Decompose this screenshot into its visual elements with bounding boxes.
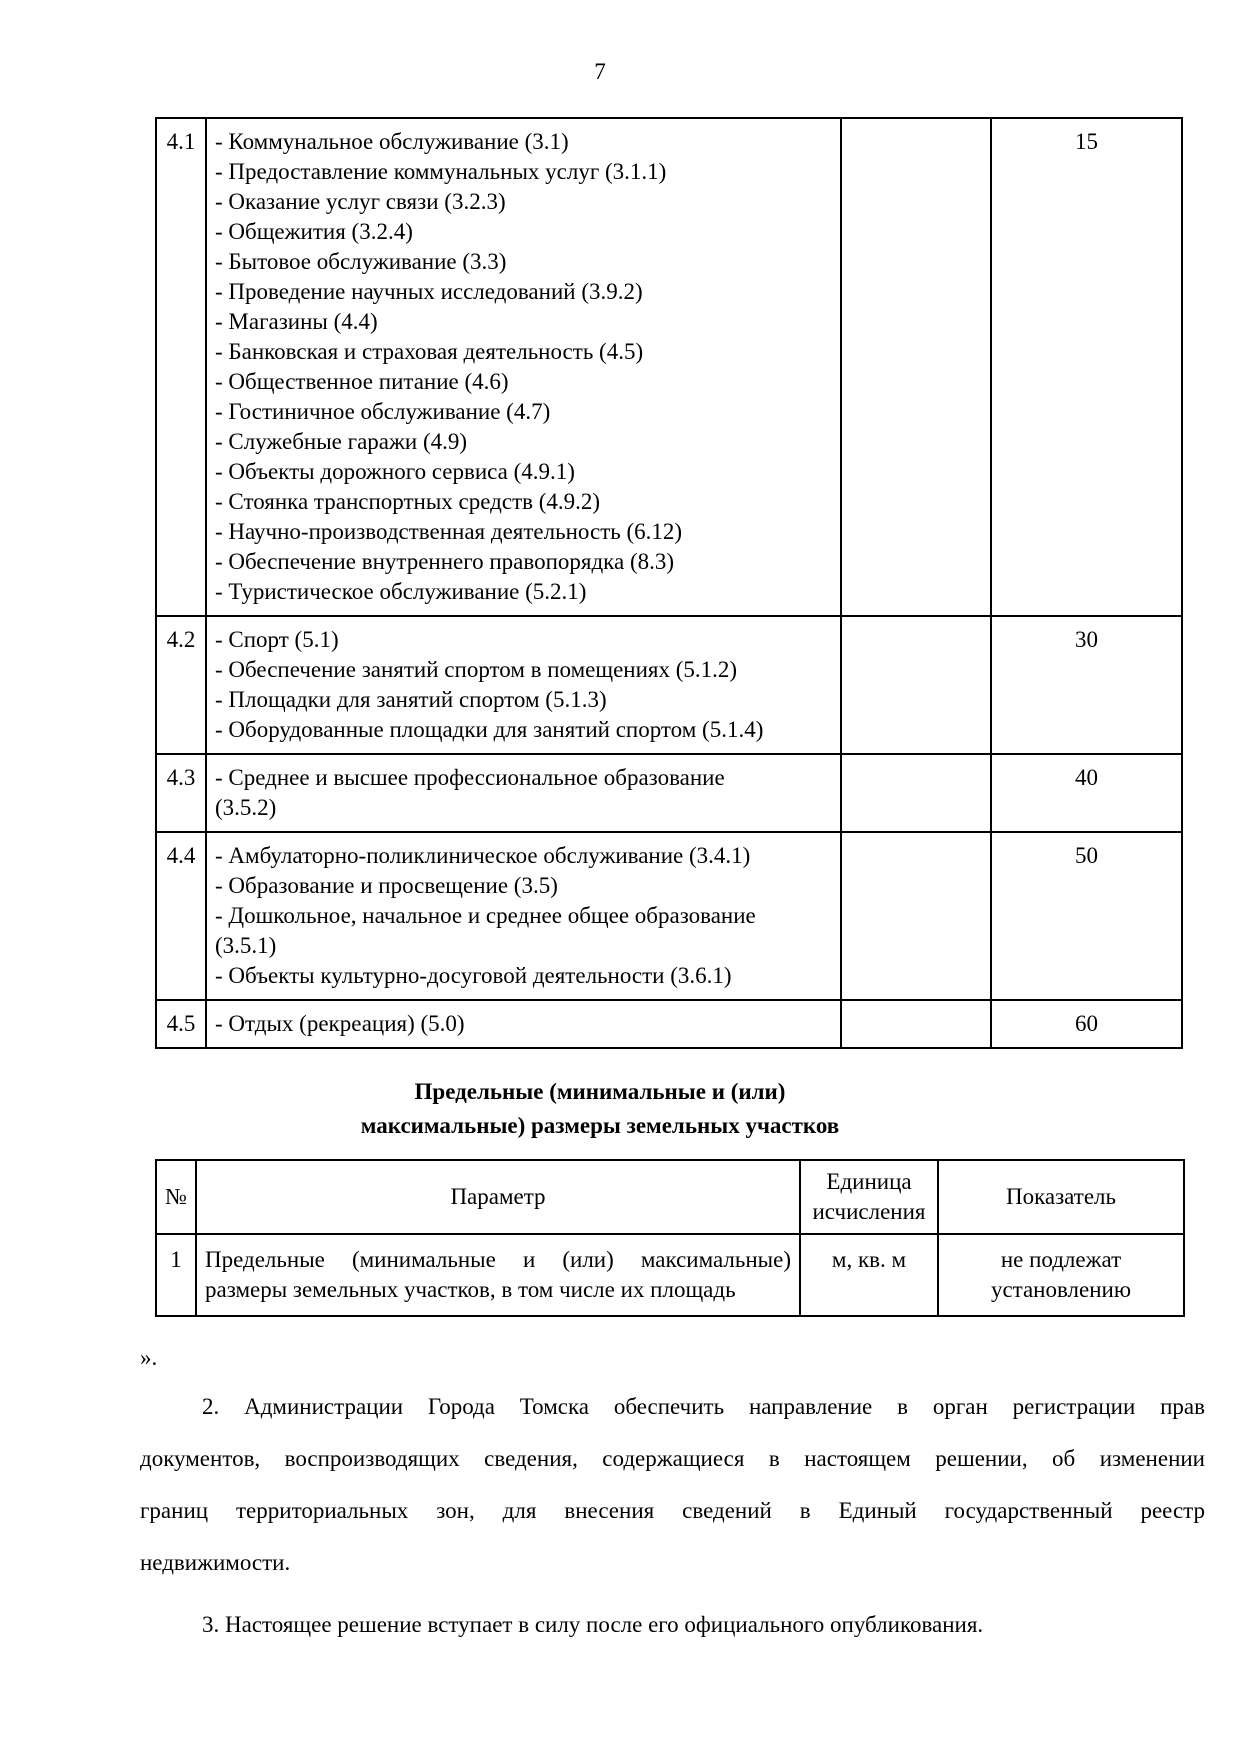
row-number: 4.2 [156, 616, 206, 754]
header-parameter: Параметр [196, 1160, 800, 1234]
page-content [140, 0, 1205, 1651]
row-number: 4.3 [156, 754, 206, 832]
use-list-cell [206, 754, 841, 832]
header-num: № [156, 1160, 196, 1234]
section-heading [140, 1075, 1060, 1143]
parameter-cell [196, 1234, 800, 1316]
parameter-line2: размеры земельных участков, в том числе их площадь [205, 1277, 736, 1302]
parameter-line1: Предельные (минимальные и (или) максимальные) [205, 1247, 791, 1272]
empty-cell [841, 118, 991, 616]
indicator-cell: не подлежат установлению [938, 1234, 1184, 1316]
use-line: - Спорт (5.1) [215, 627, 339, 652]
use-list-cell [206, 1000, 841, 1048]
section-heading-line2: максимальные) размеры земельных участков [360, 1113, 840, 1138]
permitted-use-row [156, 754, 1182, 832]
paragraph-line: недвижимости. [140, 1550, 291, 1575]
use-line: - Объекты дорожного сервиса (4.9.1) [215, 459, 575, 484]
value-cell: 40 [991, 754, 1182, 832]
value-cell: 30 [991, 616, 1182, 754]
empty-cell [841, 616, 991, 754]
paragraph-line: 2. Администрации Города Томска обеспечить направление в орган регистрации прав [202, 1394, 1205, 1419]
permitted-use-row [156, 616, 1182, 754]
use-line: - Оказание услуг связи (3.2.3) [215, 189, 506, 214]
use-list-cell [206, 832, 841, 1000]
paragraph-line: документов, воспроизводящих сведения, содержащиеся в настоящем решении, об изменении [140, 1446, 1205, 1471]
use-line: - Отдых (рекреация) (5.0) [215, 1011, 465, 1036]
use-line: - Магазины (4.4) [215, 309, 378, 334]
value-cell: 60 [991, 1000, 1182, 1048]
use-line: (3.5.2) [215, 795, 277, 820]
use-line: - Общественное питание (4.6) [215, 369, 509, 394]
land-size-table [155, 1159, 1185, 1317]
use-line: - Служебные гаражи (4.9) [215, 429, 468, 454]
use-line: - Общежития (3.2.4) [215, 219, 413, 244]
use-line: - Обеспечение внутреннего правопорядка (8.3) [215, 549, 675, 574]
page-number: 7 [594, 59, 606, 84]
empty-cell [841, 832, 991, 1000]
use-line: - Бытовое обслуживание (3.3) [215, 249, 507, 274]
use-line: - Среднее и высшее профессиональное образование [215, 765, 725, 790]
use-line: (3.5.1) [215, 933, 277, 958]
use-line: - Научно-производственная деятельность (6.12) [215, 519, 683, 544]
land-size-row-number: 1 [156, 1234, 196, 1316]
empty-cell [841, 754, 991, 832]
paragraph-line: границ территориальных зон, для внесения сведений в Единый государственный реестр [140, 1498, 1205, 1523]
permitted-use-row [156, 832, 1182, 1000]
use-line: - Коммунальное обслуживание (3.1) [215, 129, 569, 154]
use-line: - Объекты культурно-досуговой деятельности (3.6.1) [215, 963, 732, 988]
use-line: - Гостиничное обслуживание (4.7) [215, 399, 551, 424]
permitted-uses-table [155, 117, 1183, 1049]
paragraph-3 [140, 1599, 1205, 1651]
row-number: 4.1 [156, 118, 206, 616]
use-line: - Туристическое обслуживание (5.2.1) [215, 579, 587, 604]
permitted-use-row [156, 118, 1182, 616]
header-indicator: Показатель [938, 1160, 1184, 1234]
value-cell: 15 [991, 118, 1182, 616]
use-line: - Амбулаторно-поликлиническое обслуживание (3.4.1) [215, 843, 751, 868]
use-line: - Оборудованные площадки для занятий спортом (5.1.4) [215, 717, 764, 742]
land-size-header-row [156, 1160, 1184, 1234]
land-size-data-row [156, 1234, 1184, 1316]
use-line: - Проведение научных исследований (3.9.2) [215, 279, 643, 304]
closing-quote: ». [140, 1345, 158, 1370]
use-line: - Площадки для занятий спортом (5.1.3) [215, 687, 607, 712]
row-number: 4.5 [156, 1000, 206, 1048]
value-cell: 50 [991, 832, 1182, 1000]
use-line: - Образование и просвещение (3.5) [215, 873, 558, 898]
use-line: - Предоставление коммунальных услуг (3.1.1) [215, 159, 667, 184]
paragraph-2 [140, 1381, 1205, 1589]
permitted-use-row [156, 1000, 1182, 1048]
use-line: - Дошкольное, начальное и среднее общее образование [215, 903, 756, 928]
header-unit: Единица исчисления [800, 1160, 938, 1234]
land-size-table-body [156, 1160, 1184, 1316]
use-list-cell [206, 118, 841, 616]
unit-cell: м, кв. м [800, 1234, 938, 1316]
empty-cell [841, 1000, 991, 1048]
paragraph-line: 3. Настоящее решение вступает в силу после его официального опубликования. [202, 1612, 984, 1637]
permitted-uses-table-body [156, 118, 1182, 1048]
use-line: - Банковская и страховая деятельность (4.5) [215, 339, 644, 364]
use-line: - Стоянка транспортных средств (4.9.2) [215, 489, 601, 514]
section-heading-line1: Предельные (минимальные и (или) [414, 1079, 786, 1104]
use-list-cell [206, 616, 841, 754]
row-number: 4.4 [156, 832, 206, 1000]
use-line: - Обеспечение занятий спортом в помещениях (5.1.2) [215, 657, 738, 682]
